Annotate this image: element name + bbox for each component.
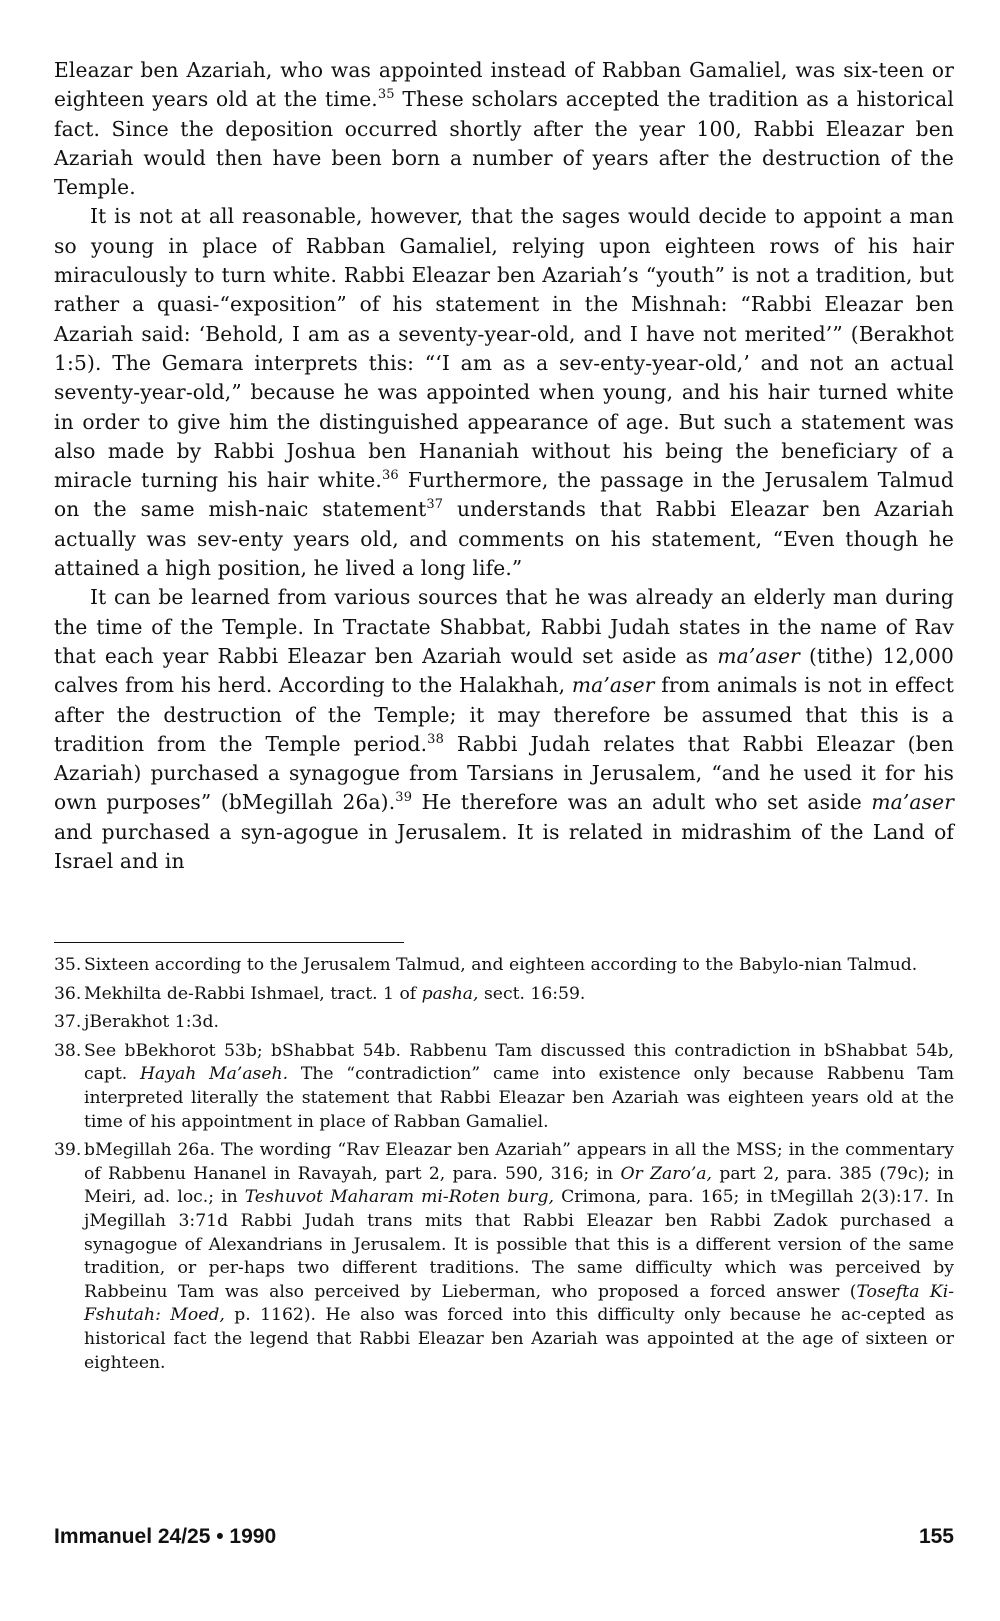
paragraph-3 bbox=[54, 583, 954, 876]
footnote-text-part: part 2, para. 385 (79c); in Meiri, ad. loc.; in bbox=[84, 1163, 954, 1208]
footnote-number: 35. bbox=[54, 955, 82, 975]
footnote-ref-38: 38 bbox=[427, 731, 444, 747]
footnote-text: Sixteen according to the Jerusalem Talmud, and eighteen according to the Babylo-nian Talmud. bbox=[84, 955, 918, 975]
footnote-text-part: bMegillah 26a. The wording “Rav Eleazar ben Azariah” appears in all the MSS; in the commentary of Rabbenu Hananel in Ravayah, part 2, para. 590, 316; in bbox=[84, 1140, 954, 1184]
footnote-35 bbox=[54, 954, 954, 978]
italic-title: Tosefta Ki-Fshutah: Moed, bbox=[84, 1281, 955, 1326]
footnote-ref-36: 36 bbox=[381, 468, 399, 484]
footnote-text bbox=[84, 1040, 954, 1134]
italic-term: ma’aser bbox=[717, 643, 800, 668]
paragraph-text: Eleazar ben Azariah, who was appointed instead of Rabban Gamaliel, was six-teen or eighteen years old at the time. bbox=[54, 58, 954, 112]
footnote-text-part: Crimona, para. 165; in tMegillah 2(3):17. In jMegillah 3:71d Rabbi Judah trans mits that Rabbi Eleazar ben Rabbi Zadok purchased a synagogue of Alexandrians in Jerusalem. It is possible that this is a different version of the same tradition, or per-haps two different traditions. The same difficulty which was perceived by Rabbeinu Tam was also perceived by Lieberman, who proposed a forced answer ( bbox=[84, 1187, 954, 1302]
footnote-text-part: Mekhilta de-Rabbi Ishmael, tract. 1 of bbox=[84, 983, 422, 1004]
paragraph-text: understands that Rabbi Eleazar ben Azariah actually was sev-enty years old, and comments on his statement, “Even though he attained a high position, he lived a long life.” bbox=[54, 497, 955, 581]
footnote-number: 36. bbox=[54, 983, 82, 1004]
italic-term: ma’aser bbox=[871, 790, 954, 815]
footnote-38 bbox=[54, 1040, 954, 1134]
footnote-37 bbox=[54, 1011, 954, 1035]
italic-title: Teshuvot Maharam mi-Roten burg, bbox=[244, 1187, 554, 1208]
paragraph-text: Furthermore, the passage in the Jerusalem Talmud on the same mish-naic statement bbox=[54, 468, 954, 522]
italic-term: ma’aser bbox=[571, 673, 655, 698]
paragraph-text: (tithe) 12,000 calves from his herd. According to the Halakhah, bbox=[54, 643, 955, 698]
footnote-text-part: The “contradiction” came into existence only because Rabbenu Tam interpreted literally the statement that Rabbi Eleazar ben Azariah was eighteen years old at the time of his appointment in place of Rabban Gamaliel. bbox=[84, 1064, 955, 1132]
footnote-number: 37. bbox=[54, 1012, 82, 1033]
paragraph-2 bbox=[54, 202, 954, 583]
footnote-text-part: See bBekhorot 53b; bShabbat 54b. Rabbenu Tam discussed this contradiction in bShabbat 54b, capt. bbox=[84, 1040, 954, 1085]
paragraph-text: These scholars accepted the tradition as a historical fact. Since the deposition occurred shortly after the year 100, Rabbi Eleazar ben Azariah would then have been born a number of years after the destruction of the Temple. bbox=[54, 87, 954, 200]
footnote-ref-39: 39 bbox=[395, 790, 413, 806]
footnote-text: jBerakhot 1:3d. bbox=[84, 1012, 219, 1033]
main-text bbox=[54, 56, 954, 876]
footnote-ref-37: 37 bbox=[426, 497, 444, 513]
footnote-number: 39. bbox=[54, 1140, 82, 1161]
paragraph-text: It can be learned from various sources that he was already an elderly man during the time of the Temple. In Tractate Shabbat, Rabbi Judah states in the name of Rav that each year Rabbi Eleazar ben Azariah would set aside as bbox=[54, 585, 954, 668]
page-number: 155 bbox=[918, 1525, 954, 1548]
paragraph-text: and purchased a syn-agogue in Jerusalem. It is related in midrashim of the Land of Israel and in bbox=[54, 819, 954, 874]
footnote-text bbox=[84, 1139, 954, 1375]
footnote-divider bbox=[54, 942, 404, 943]
paragraph-text: It is not at all reasonable, however, that the sages would decide to appoint a man so young in place of Rabban Gamaliel, relying upon eighteen rows of his hair miraculously to turn white. Rabbi Eleazar ben Azariah’s “youth” is not a tradition, but rather a quasi-“exposition” of his statement in the Mishnah: “Rabbi Eleazar ben Azariah said: ‘Behold, I am as a seventy-year-old, and I have not merited’” (Berakhot 1:5). The Gemara interprets this: “‘I am as a sev-enty-year-old,’ and not an actual seventy-year-old,” because he was appointed when young, and his hair turned white in order to give him the distinguished appearance of age. But such a statement was also made by Rabbi Joshua ben Hananiah without his being the beneficiary of a miracle turning his hair white. bbox=[54, 204, 954, 493]
footnote-number: 38. bbox=[54, 1040, 82, 1061]
page-footer bbox=[54, 1525, 954, 1549]
paragraph-1 bbox=[54, 56, 954, 202]
footnotes bbox=[54, 954, 954, 1380]
italic-title: Or Zaro’a, bbox=[620, 1163, 713, 1184]
paragraph-text: Rabbi Judah relates that Rabbi Eleazar (ben Azariah) purchased a synagogue from Tarsians in Jerusalem, “and he used it for his own purposes” (bMegillah 26a). bbox=[54, 731, 954, 815]
italic-title: pasha, bbox=[421, 983, 479, 1004]
journal-citation: Immanuel 24/25 • 1990 bbox=[54, 1525, 277, 1548]
paragraph-text: He therefore was an adult who set aside bbox=[412, 790, 872, 815]
footnote-text bbox=[84, 983, 954, 1007]
footnote-36 bbox=[54, 983, 954, 1007]
footnote-text-part: sect. 16:59. bbox=[478, 983, 586, 1004]
footnote-ref-35: 35 bbox=[377, 87, 395, 103]
footnote-39 bbox=[54, 1139, 954, 1375]
paragraph-text: from animals is not in effect after the destruction of the Temple; it may therefore be assumed that this is a tradition from the Temple period. bbox=[54, 673, 954, 756]
footnote-text-part: p. 1162). He also was forced into this difficulty only because he ac-cepted as historical fact the legend that Rabbi Eleazar ben Azariah was appointed at the age of sixteen or eighteen. bbox=[84, 1305, 954, 1373]
italic-title: Hayah Ma’aseh. bbox=[140, 1064, 289, 1085]
